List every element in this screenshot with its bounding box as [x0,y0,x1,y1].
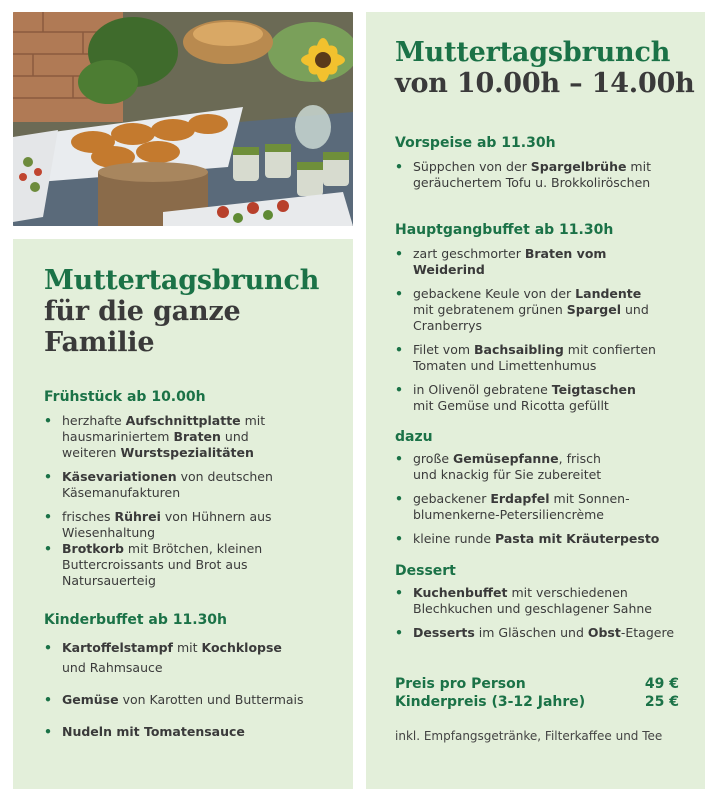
menu-item-line [413,318,695,334]
menu-text: und [220,429,249,444]
menu-item [44,638,343,678]
price-label-child: Kinderpreis (3-12 Jahre) [395,694,586,710]
menu-item-line [413,342,695,358]
menu-text: mit [173,640,202,655]
menu-item [395,286,695,334]
highlight-text: Kuchenbuffet [413,585,508,600]
menu-text: Buttercroissants und Brot aus [62,557,248,572]
section-heading-dazu: dazu [395,429,433,445]
menu-text: mit Gemüse und Ricotta gefüllt [413,398,609,413]
menu-text: Natursauerteig [62,573,156,588]
menu-text: und [621,302,649,317]
menu-item-line [62,485,343,501]
menu-item-line [413,625,695,641]
highlight-text: Aufschnittplatte [125,413,241,428]
menu-item-line [62,429,343,445]
menu-item [395,531,695,547]
menu-item-line [62,469,343,485]
menu-item-line [413,246,695,262]
menu-text: mit confierten [563,342,656,357]
menu-item [395,625,695,641]
highlight-text: Bachsaibling [474,342,564,357]
menu-item-line [62,722,343,742]
highlight-text: Nudeln mit Tomatensauce [62,724,245,739]
menu-item [44,722,343,742]
highlight-text: Kartoffelstampf [62,640,173,655]
highlight-text: Gemüse [62,692,119,707]
menu-item-line [62,525,343,541]
right-title-line2: von 10.00h – 14.00h [395,68,695,99]
highlight-text: Spargelbrühe [530,159,627,174]
section-heading-kinderbuffet: Kinderbuffet ab 11.30h [44,612,228,628]
menu-item-line [413,467,695,483]
menu-text: blumenkerne-Petersiliencrème [413,507,604,522]
left-title [44,265,343,358]
menu-text: und knackig für Sie zubereitet [413,467,602,482]
left-title-line1: Muttertagsbrunch [44,265,320,296]
menu-text: mit [240,413,266,428]
price-value-child: 25 € [644,694,679,710]
price-label-adult: Preis pro Person [395,676,526,692]
highlight-text: Landente [575,286,642,301]
menu-item-line [413,358,695,374]
menu-item-line [413,585,695,601]
menu-item-line [413,159,695,175]
highlight-text: Wurstspezialitäten [120,445,254,460]
right-title [395,37,695,99]
highlight-text: Spargel [566,302,622,317]
menu-item [395,585,695,617]
dazu-list [395,451,695,547]
highlight-text: Obst [587,625,621,640]
highlight-text: Käsevariationen [62,469,177,484]
menu-item-line [413,286,695,302]
menu-text: in Olivenöl gebratene [413,382,552,397]
left-menu-panel [13,239,353,789]
menu-text: , frisch [558,451,601,466]
highlight-text: Brotkorb [62,541,124,556]
highlight-text: Desserts [413,625,475,640]
menu-item-line [413,451,695,467]
menu-text: Süppchen von der [413,159,531,174]
menu-item-line [413,302,695,318]
highlight-text: Weiderind [413,262,485,277]
inclusions-note: inkl. Empfangsgetränke, Filterkaffee und Tee [395,729,663,743]
highlight-text: Erdapfel [490,491,550,506]
menu-text: mit verschiedenen [507,585,628,600]
price-row-adult [395,675,679,693]
right-title-line1: Muttertagsbrunch [395,37,671,68]
menu-item [44,509,343,541]
menu-text: im Gläschen und [474,625,588,640]
menu-text: gebackener [413,491,491,506]
highlight-text: Braten [173,429,221,444]
menu-item-line [413,175,695,191]
menu-item-line [62,557,343,573]
menu-item [395,342,695,374]
menu-text: Blechkuchen und geschlagener Sahne [413,601,652,616]
menu-text: herzhafte [62,413,126,428]
price-value-adult: 49 € [644,676,679,692]
menu-item-line [62,445,343,461]
menu-item [44,690,343,710]
right-menu-panel [366,12,705,789]
menu-item-line [413,398,695,414]
menu-text: von deutschen [176,469,273,484]
menu-text: Cranberrys [413,318,483,333]
menu-item-line [413,531,695,547]
menu-text: frisches [62,509,115,524]
menu-text: von Hühnern aus [160,509,272,524]
menu-item-line [62,573,343,589]
menu-text: kleine runde [413,531,496,546]
section-heading-hauptgang: Hauptgangbuffet ab 11.30h [395,222,614,238]
menu-item-line [62,658,343,678]
menu-text: mit Sonnen- [549,491,630,506]
menu-item-line [62,509,343,525]
menu-item [44,469,343,501]
menu-item-line [62,690,343,710]
fruehstueck-list [44,413,343,589]
highlight-text: Pasta mit Kräuterpesto [495,531,660,546]
menu-text: zart geschmorter [413,246,525,261]
highlight-text: Kochklopse [201,640,282,655]
menu-text: mit [626,159,651,174]
menu-item-line [62,413,343,429]
menu-item-line [62,638,343,658]
highlight-text: Gemüsepfanne [452,451,559,466]
section-heading-fruehstueck: Frühstück ab 10.00h [44,389,206,405]
menu-text: mit Brötchen, kleinen [123,541,263,556]
menu-text: weiteren [62,445,121,460]
highlight-text: Braten vom [524,246,607,261]
highlight-text: Rührei [114,509,161,524]
menu-text: Käsemanufakturen [62,485,181,500]
menu-text: große [413,451,453,466]
menu-item [395,159,695,191]
section-heading-vorspeise: Vorspeise ab 11.30h [395,135,556,151]
menu-text: hausmariniertem [62,429,174,444]
menu-item [395,382,695,414]
menu-item-line [62,541,343,557]
section-heading-dessert: Dessert [395,563,456,579]
menu-text: mit gebratenem grünen [413,302,567,317]
menu-item [44,541,343,589]
menu-text: von Karotten und Buttermais [118,692,304,707]
menu-item-line [413,601,695,617]
menu-item-line [413,382,695,398]
highlight-text: Teigtaschen [551,382,636,397]
kinderbuffet-list [44,638,343,742]
menu-item [395,451,695,483]
brunch-buffet-photo [13,12,353,226]
menu-text: Filet vom [413,342,474,357]
price-list [395,675,695,711]
price-row-child [395,693,679,711]
menu-item [44,413,343,461]
menu-item-line [413,491,695,507]
menu-item-line [413,507,695,523]
menu-item [395,246,695,278]
menu-text: Wiesenhaltung [62,525,156,540]
dessert-list [395,585,695,641]
menu-text: -Etagere [620,625,675,640]
menu-item [395,491,695,523]
menu-text: und Rahmsauce [62,660,163,675]
menu-text: geräuchertem Tofu u. Brokkoliröschen [413,175,651,190]
menu-item-line [413,262,695,278]
left-title-line2: für die ganze Familie [44,296,241,358]
menu-text: gebackene Keule von der [413,286,576,301]
menu-text: Tomaten und Limettenhumus [413,358,597,373]
vorspeise-list [395,159,695,191]
hauptgang-list [395,246,695,414]
